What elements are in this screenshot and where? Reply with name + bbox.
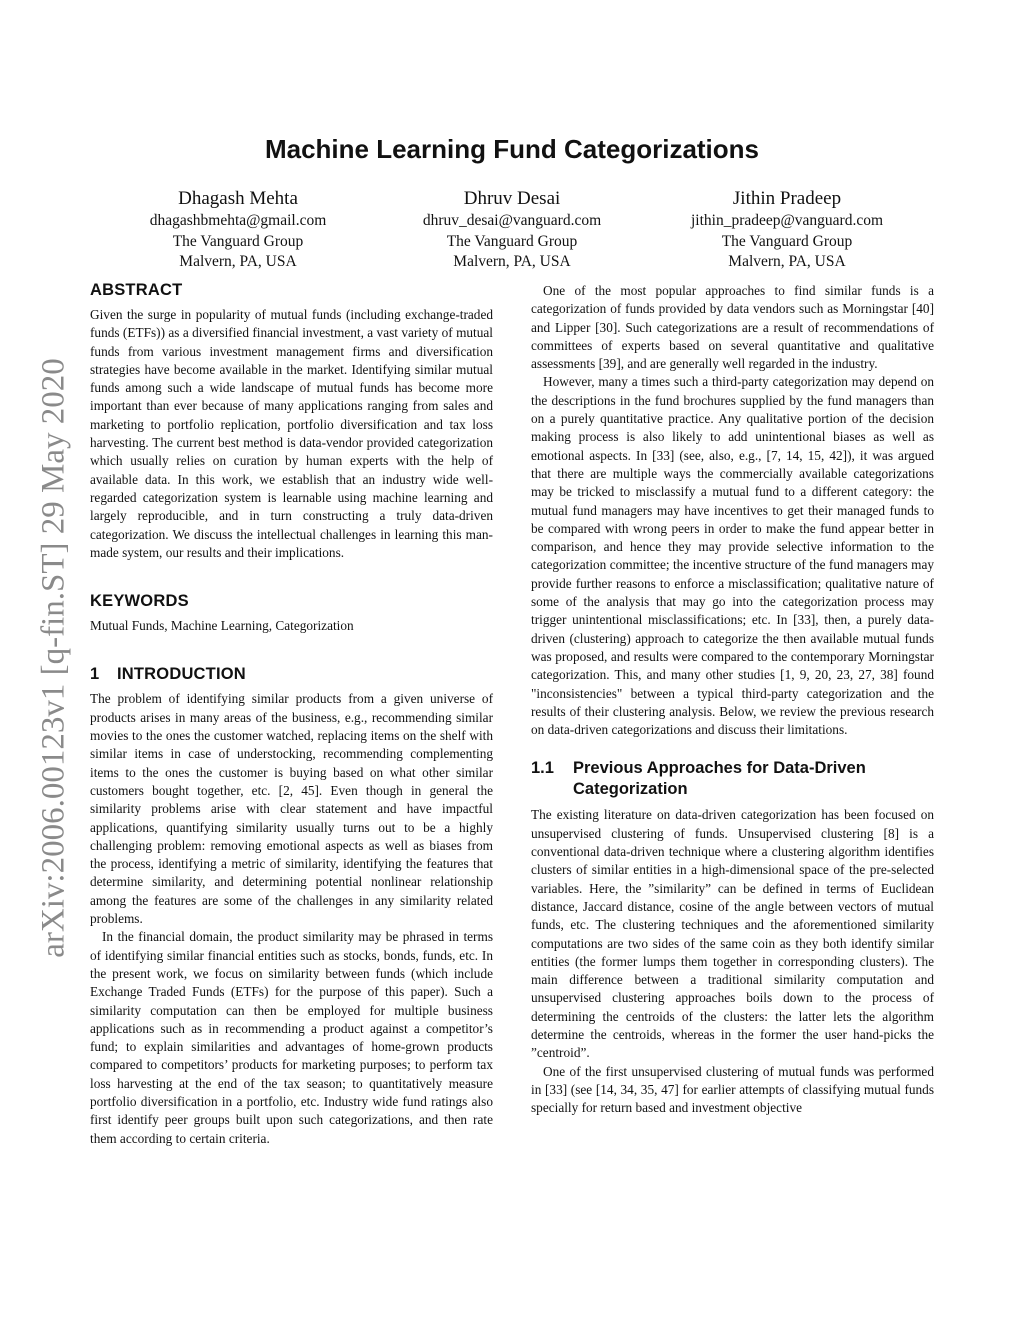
author-email: jithin_pradeep@vanguard.com — [690, 212, 884, 229]
author-location: Malvern, PA, USA — [453, 253, 571, 270]
intro-paragraph-4: However, many a times such a third-party categorization may depend on the descriptions in the fund brochures supplied by the fund managers than on a purely quantitative practice. Any qualitative portion of the decision making process is also likely to add unintentional biases as well as emotional aspects. In [33] (see, also, e.g., [7, 14, 15, 42]), it was argued that there are multiple ways the commercially available categorizations may be tricked to misclassify a mutual fund to a different category: the mutual fund managers may have incentives to get their managed funds to be compared with wrong peers in order to make the fund appear better in comparison, and hence they may provide selective information to the categorization committee; the incentive structure of the fund managers may provide further reasons to enforce a misclassification; qualitative nature of some of the analysis that may go into the categorization process may trigger unintentional misclassifications; etc. In [33], then, a purely data-driven (clustering) approach to categorize the then available mutual funds was proposed, and results were compared to the contemporary Morningstar categorization. This, and many other studies [1, 9, 20, 23, 27, 38] found "inconsistencies" between a typical third-party categorization and the results of their clustering analysis. Below, we review the previous research on data-driven categorizations and discuss their limitations. — [531, 374, 934, 738]
author-email: dhruv_desai@vanguard.com — [422, 212, 602, 229]
paper-title: Machine Learning Fund Categorizations — [264, 134, 760, 164]
author-affiliation: The Vanguard Group — [446, 232, 578, 250]
subsection-number: 1.1 — [531, 759, 554, 778]
abstract-heading: ABSTRACT — [90, 281, 183, 299]
author-name: Dhagash Mehta — [178, 188, 298, 209]
subsection-title-line-1: Previous Approaches for Data-Driven — [573, 759, 866, 778]
author-block-3 — [647, 186, 927, 273]
subsection-title-line-2: Categorization — [573, 780, 688, 799]
intro-paragraph-1: The problem of identifying similar products from a given universe of products arises in many areas of the business, e.g., recommending similar movies to the ones the customer watched, replacing items on the shelf with similar items in case of understocking, recommending complementing items to the ones the customer is buying based on what other similar customers bought together, etc. [2, 45]. Even though in general the similarity problems arise with clear statement and have impactful applications, quantifying similarity usually turns out to be a highly challenging problem: removing emotional aspects as well as biases from the process, identifying a metric of similarity, identifying the features that determine similarity, and determining potential nonlinear relationship among the features are some of the challenges in any similarity related problems. — [90, 691, 493, 927]
subsection-paragraph-1: The existing literature on data-driven categorization has been focused on unsupervised clustering of funds. Unsupervised clustering [8] is a conventional data-driven technique where a clustering algorithm identifies clusters of similar entities in a high-dimensional space of the pre-selected variables. Here, the ”similarity” can be defined in terms of Euclidean distance, Jaccard distance, cosine of the angle between vectors of mutual funds, etc. The clustering techniques and the aforementioned similarity computations are two sides of the same coin as they both identify similar entities (the former lumps them together in corresponding clusters). The main difference between a traditional similarity computation and unsupervised clustering approaches boils down to the process of determining the centroids of the clusters: the latter lets the algorithm determine the centroids, whereas in the former the user hand-picks the ”centroid”. — [531, 807, 934, 1061]
keywords-text: Mutual Funds, Machine Learning, Categorization — [90, 618, 354, 634]
author-affiliation: The Vanguard Group — [172, 232, 304, 250]
subsection-title — [573, 758, 866, 800]
author-location: Malvern, PA, USA — [728, 253, 846, 270]
subsection-heading — [531, 758, 934, 800]
section-title: INTRODUCTION — [117, 665, 246, 684]
author-name: Dhruv Desai — [463, 188, 561, 209]
author-affiliation: The Vanguard Group — [721, 232, 853, 250]
intro-paragraph-2: In the financial domain, the product similarity may be phrased in terms of identifying similar financial entities such as stocks, bonds, funds, etc. In the present work, we focus on similarity between funds (which include Exchange Traded Funds (ETFs) for the purpose of this paper). Such a similarity computation can then be employed for multiple business applications such as in recommending a product against a competitor’s fund; to explain similarities and advantages of home-grown products compared to competitors’ products for marketing purposes; to perform tax loss harvesting at the end of the tax season; to quantitatively measure portfolio diversification in a portfolio, etc. Industry wide fund ratings also first identify peer groups built upon such categorizations, and then rate them according to certain criteria. — [90, 929, 493, 1146]
left-column — [90, 281, 493, 1148]
keywords-heading: KEYWORDS — [90, 592, 189, 611]
introduction-heading — [90, 665, 493, 684]
author-location: Malvern, PA, USA — [179, 253, 297, 270]
section-number: 1 — [90, 665, 100, 684]
author-block-2 — [372, 186, 652, 273]
abstract-text: Given the surge in popularity of mutual funds (including exchange-traded funds (ETFs)) as a diversified financial investment, a vast variety of mutual funds from various investment management firms and diversification strategies have become available in the market. Identifying similar mutual funds among such a wide landscape of mutual funds has become more important than ever because of many applications ranging from sales and marketing to portfolio replication, portfolio diversification and tax loss harvesting. The current best method is data-vendor provided categorization which usually relies on curation by human experts with the help of available data. In this work, we establish that an industry wide well-regarded categorization system is learnable using machine learning and largely reproducible, and in turn constructing a truly data-driven categorization. We discuss the intellectual challenges in learning this man-made system, our results and their implications. — [90, 307, 493, 560]
right-column — [531, 282, 934, 1117]
arxiv-identifier: arXiv:2006.00123v1 [q-fin.ST] 29 May 2020 — [35, 358, 72, 958]
subsection-paragraph-2: One of the first unsupervised clustering of mutual funds was performed in [33] (see [14, 34, 35, 47] for earlier attempts of classifying mutual funds specially for return based and investment objective — [531, 1063, 934, 1116]
author-name: Jithin Pradeep — [732, 188, 842, 209]
intro-paragraph-3: One of the most popular approaches to find similar funds is a categorization of funds provided by data vendors such as Morningstar [40] and Lipper [30]. Such categorizations are a result of recommendations of committees of experts based on several quantitative and qualitative assessments [39], and are generally well regarded in the industry. — [531, 283, 934, 372]
author-email: dhagashbmehta@gmail.com — [149, 212, 327, 229]
author-block-1 — [98, 186, 378, 273]
